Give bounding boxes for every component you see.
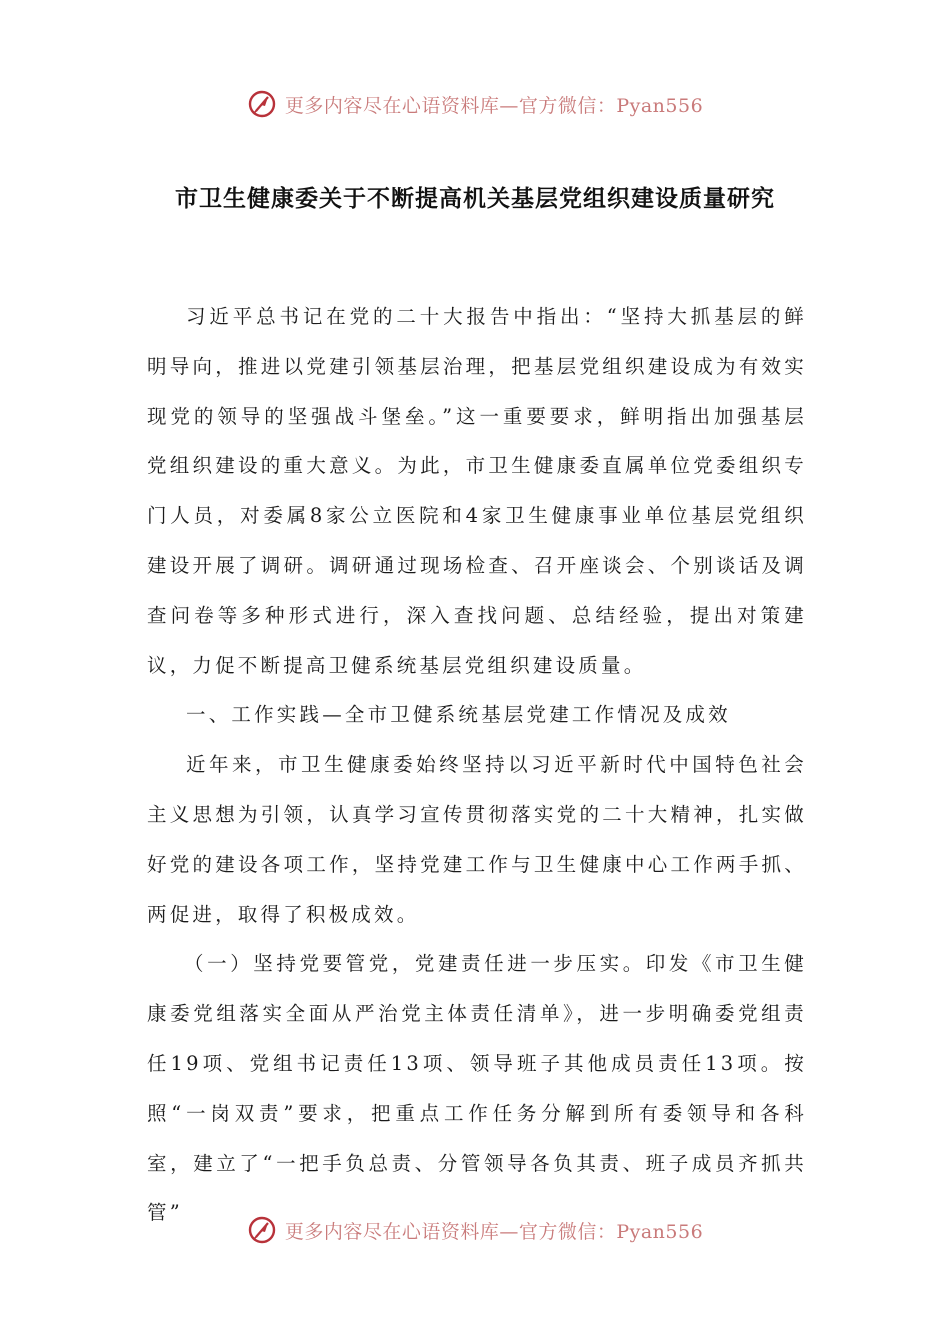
document-body: [147, 292, 807, 1238]
section-heading: 一、工作实践—全市卫健系统基层党建工作情况及成效: [186, 703, 731, 727]
footer-watermark: [0, 1210, 950, 1250]
watermark-text: 更多内容尽在心语资料库—官方微信：Pyan556: [284, 1220, 704, 1243]
paragraph: 习近平总书记在党的二十大报告中指出：“坚持大抓基层的鲜明导向，推进以党建引领基层治理，把基层党组织建设成为有效实现党的领导的坚强战斗堡垒。”这一重要要求，鲜明指出加强基层党组织建设的重大意义。为此，市卫生健康委直属单位党委组织专门人员，对委属8家公立医院和4家卫生健康事业单位基层党组织建设开展了调研。调研通过现场检查、召开座谈会、个别谈话及调查问卷等多种形式进行，深入查找问题、总结经验，提出对策建议，力促不断提高卫健系统基层党组织建设质量。: [147, 305, 807, 677]
quill-logo-icon: [247, 89, 277, 119]
paragraph: 近年来，市卫生健康委始终坚持以习近平新时代中国特色社会主义思想为引领，认真学习宣传贯彻落实党的二十大精神，扎实做好党的建设各项工作，坚持党建工作与卫生健康中心工作两手抓、两促进，取得了积极成效。: [147, 753, 807, 926]
watermark-text: 更多内容尽在心语资料库—官方微信：Pyan556: [284, 94, 704, 117]
paragraph: （一）坚持党要管党，党建责任进一步压实。印发《市卫生健康委党组落实全面从严治党主体责任清单》，进一步明确委党组责任19项、党组书记责任13项、领导班子其他成员责任13项。按照“一岗双责”要求，把重点工作任务分解到所有委领导和各科室，建立了“一把手负总责、分管领导各负其责、班子成员齐抓共管”: [147, 952, 807, 1225]
header-watermark: [0, 84, 950, 124]
document-title: 市卫生健康委关于不断提高机关基层党组织建设质量研究: [175, 186, 775, 212]
quill-logo-icon: [247, 1215, 277, 1245]
